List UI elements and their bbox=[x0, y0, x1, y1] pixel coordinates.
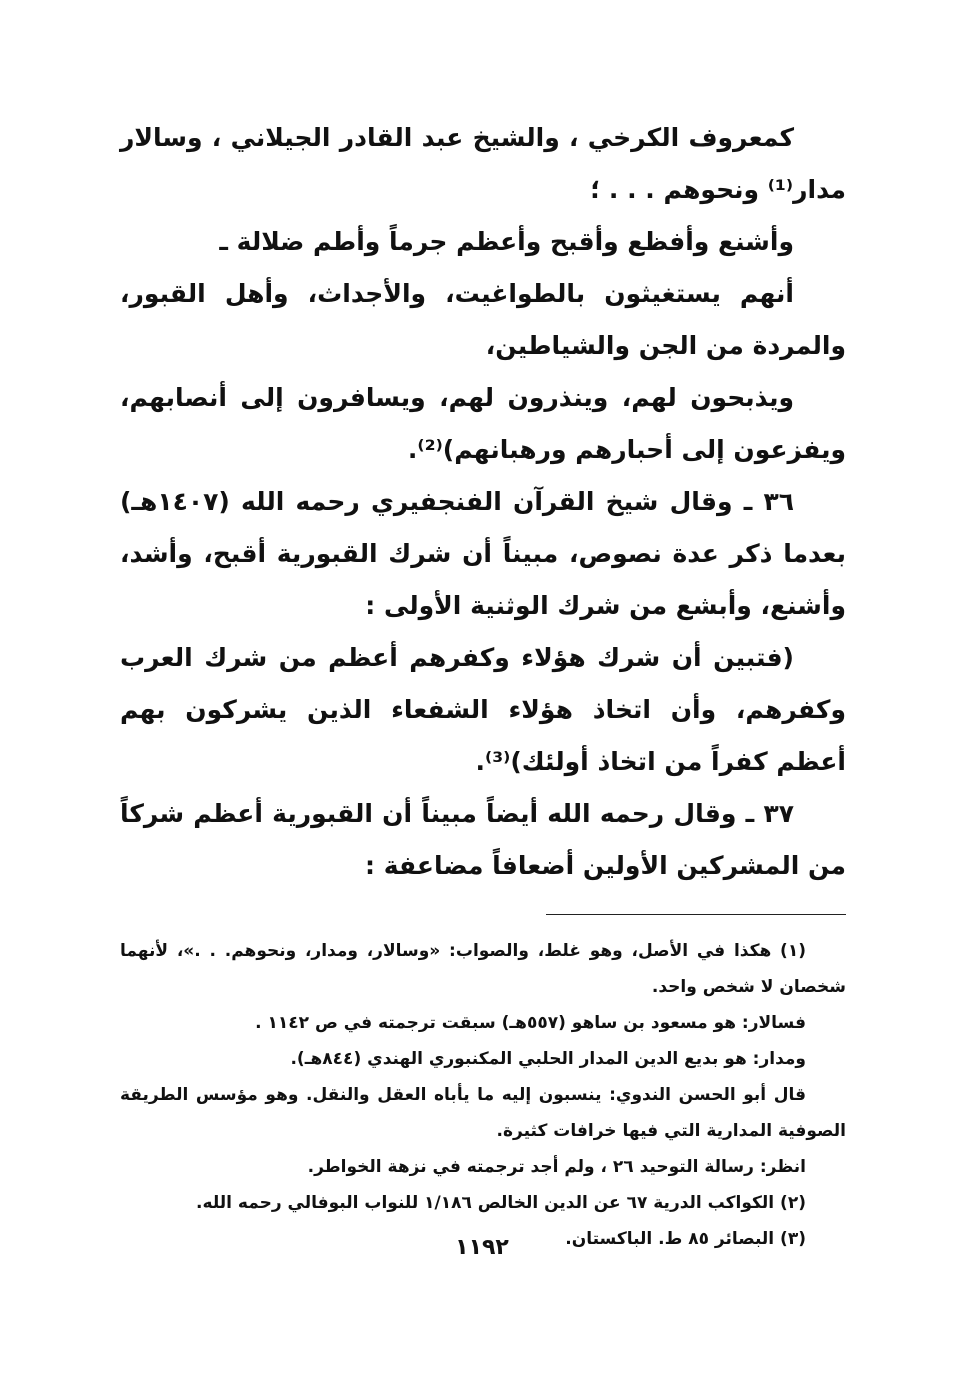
footnote-1-madar: ومدار: هو بديع الدين المدار الحلبي المكنبوري الهندي (٨٤٤هـ). bbox=[290, 1049, 806, 1069]
page-number: ١١٩٢ bbox=[455, 1235, 509, 1260]
footnote-1-nadwi: قال أبو الحسن الندوي: ينسبون إليه ما يأباه العقل والنقل. وهو مؤسس الطريقة الصوفية المدارية التي فيها خرافات كثيرة. bbox=[120, 1085, 846, 1141]
paragraph-4: ويذبحون لهم، وينذرون لهم، ويسافرون إلى أنصابهم، ويفزعون إلى أحبارهم ورهبانهم)⁽²⁾. bbox=[120, 383, 846, 464]
footnotes bbox=[120, 933, 846, 1257]
paragraph-6: (فتبين أن شرك هؤلاء وكفرهم أعظم من شرك العرب وكفرهم، وأن اتخاذ هؤلاء الشفعاء الذين يشركون بهم أعظم كفراً من اتخاذ أولئك)⁽³⁾. bbox=[120, 643, 846, 776]
paragraph-5: ٣٦ ـ وقال شيخ القرآن الفنجفيري رحمه الله (١٤٠٧هـ) بعدما ذكر عدة نصوص، مبيناً أن شرك القبورية أقبح، وأشد، وأشنع، وأبشع من شرك الوثنية الأولى : bbox=[120, 487, 846, 620]
main-text bbox=[120, 112, 846, 892]
footnote-1-salar: فسالار: هو مسعود بن ساهو (٥٥٧هـ) سبقت ترجمته في ص ١١٤٢ . bbox=[255, 1013, 806, 1033]
footnote-1-source: انظر: رسالة التوحيد ٢٦ ، ولم أجد ترجمته في نزهة الخواطر. bbox=[307, 1157, 806, 1177]
paragraph-1: كمعروف الكرخي ، والشيخ عبد القادر الجيلاني ، وسالار مدار⁽¹⁾ ونحوهم . . . ؛ bbox=[120, 123, 846, 204]
paragraph-3: أنهم يستغيثون بالطواغيت، والأجداث، وأهل القبور، والمردة من الجن والشياطين، bbox=[120, 279, 846, 360]
footnote-1: (١) هكذا في الأصل، وهو غلط، والصواب: «وسالار، ومدار، ونحوهم. . .»، لأنهما شخصان لا شخص واحد. bbox=[120, 941, 846, 997]
paragraph-2: وأشنع وأفظع وأقبح وأعظم جرماً وأطم ضلالة ـ bbox=[219, 227, 794, 256]
footnote-divider bbox=[546, 914, 846, 915]
paragraph-7: ٣٧ ـ وقال رحمه الله أيضاً مبيناً أن القبورية أعظم شركاً من المشركين الأولين أضعافاً مضاعفة : bbox=[120, 799, 846, 880]
footnote-3: (٣) البصائر ٨٥ ط. الباكستان. bbox=[565, 1229, 806, 1249]
footnote-2: (٢) الكواكب الدرية ٦٧ عن الدين الخالص ١/١٨٦ للنواب البوفالي رحمه الله. bbox=[196, 1193, 806, 1213]
document-page bbox=[120, 112, 846, 1373]
